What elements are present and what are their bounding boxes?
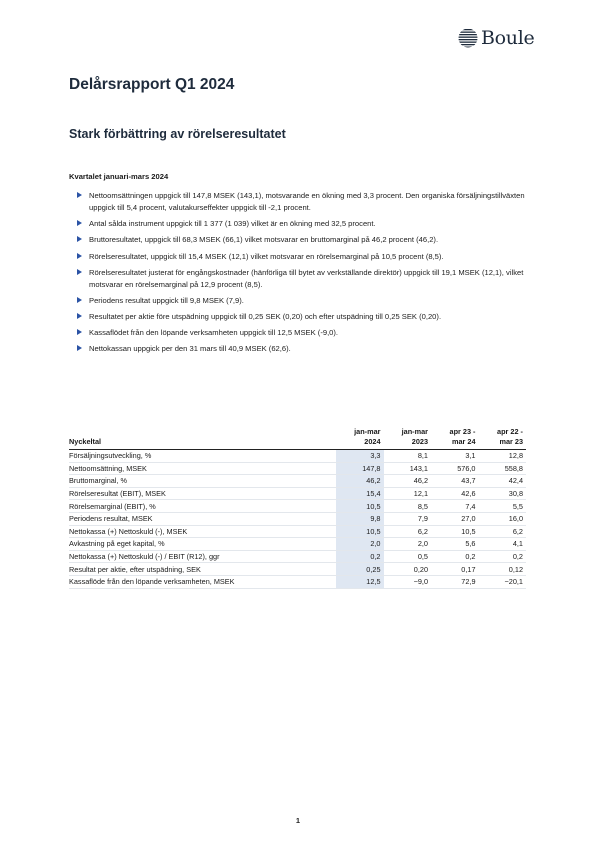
brand-name: Boule (481, 27, 535, 49)
kpi-value-cell: 16,0 (479, 512, 527, 525)
kpi-value-cell: 43,7 (431, 475, 479, 488)
kpi-row (69, 462, 526, 475)
kpi-value-cell: 6,2 (479, 525, 527, 538)
kpi-value-cell: 576,0 (431, 462, 479, 475)
kpi-row-label: Periodens resultat, MSEK (69, 512, 336, 525)
highlight-text: Periodens resultat uppgick till 9,8 MSEK (7,9). (89, 296, 244, 306)
highlight-text: Bruttoresultatet, uppgick till 68,3 MSEK (66,1) vilket motsvarar en bruttomarginal på 46,2 procent (46,2). (89, 235, 439, 245)
highlight-text: Antal sålda instrument uppgick till 1 377 (1 039) vilket är en ökning med 32,5 procent. (89, 219, 376, 229)
kpi-value-cell: 558,8 (479, 462, 527, 475)
highlight-text: Nettoomsättningen uppgick till 147,8 MSEK (143,1), motsvarande en ökning med 3,3 procent. Den organiska försäljningstillväxten uppgick till 5,4 procent, valutakurseffekter uppgick till -2,1 procent. (89, 191, 525, 213)
kpi-col-header: apr 23 - mar 24 (449, 427, 476, 446)
kpi-row (69, 512, 526, 525)
kpi-value-cell: 2,0 (336, 538, 384, 551)
bullet-arrow-icon (77, 269, 82, 275)
kpi-value-cell: 0,5 (384, 550, 432, 563)
kpi-value-cell: 0,17 (431, 563, 479, 576)
highlight-text: Kassaflödet från den löpande verksamheten uppgick till 12,5 MSEK (-9,0). (89, 328, 339, 338)
bullet-arrow-icon (77, 345, 82, 351)
kpi-value-cell: 10,5 (336, 525, 384, 538)
kpi-row (69, 550, 526, 563)
kpi-row-label: Kassaflöde från den löpande verksamheten, MSEK (69, 575, 336, 588)
kpi-row-label: Rörelsemarginal (EBIT), % (69, 500, 336, 513)
highlight-item (77, 327, 529, 339)
kpi-row (69, 450, 526, 463)
kpi-value-cell: 147,8 (336, 462, 384, 475)
kpi-value-cell: 10,5 (336, 500, 384, 513)
kpi-col-header: jan-mar 2023 (401, 427, 428, 446)
highlight-item (77, 218, 529, 230)
bullet-arrow-icon (77, 313, 82, 319)
kpi-row-label: Resultat per aktie, efter utspädning, SEK (69, 563, 336, 576)
kpi-value-cell: 12,8 (479, 450, 527, 463)
kpi-value-cell: 7,9 (384, 512, 432, 525)
kpi-row-label: Nettokassa (+) Nettoskuld (-) / EBIT (R12), ggr (69, 550, 336, 563)
kpi-value-cell: 46,2 (336, 475, 384, 488)
kpi-row (69, 538, 526, 551)
kpi-row (69, 525, 526, 538)
bullet-arrow-icon (77, 329, 82, 335)
kpi-value-cell: 12,1 (384, 487, 432, 500)
kpi-value-cell: 27,0 (431, 512, 479, 525)
highlight-item (77, 190, 529, 215)
highlight-item (77, 343, 529, 355)
kpi-row (69, 575, 526, 588)
kpi-row-label: Nettokassa (+) Nettoskuld (-), MSEK (69, 525, 336, 538)
kpi-row (69, 475, 526, 488)
highlight-text: Rörelseresultatet, uppgick till 15,4 MSEK (12,1) vilket motsvarar en rörelsemarginal på 10,5 procent (8,5). (89, 251, 444, 261)
highlight-item (77, 295, 529, 307)
kpi-value-cell: 10,5 (431, 525, 479, 538)
kpi-table (69, 427, 526, 589)
kpi-row (69, 563, 526, 576)
kpi-value-cell: 0,25 (336, 563, 384, 576)
kpi-value-cell: 8,1 (384, 450, 432, 463)
highlight-text: Nettokassan uppgick per den 31 mars till 40,9 MSEK (62,6). (89, 344, 291, 354)
kpi-value-cell: −20,1 (479, 575, 527, 588)
highlight-text: Resultatet per aktie före utspädning uppgick till 0,25 SEK (0,20) och efter utspädning till 0,25 SEK (0,20). (89, 312, 442, 322)
kpi-col-header: jan-mar 2024 (354, 427, 381, 446)
headline: Stark förbättring av rörelseresultatet (69, 127, 286, 141)
highlight-item (77, 311, 529, 323)
kpi-value-cell: 5,6 (431, 538, 479, 551)
bullet-arrow-icon (77, 253, 82, 259)
bullet-arrow-icon (77, 220, 82, 226)
kpi-value-cell: 3,3 (336, 450, 384, 463)
kpi-row-label: Rörelseresultat (EBIT), MSEK (69, 487, 336, 500)
kpi-value-cell: 9,8 (336, 512, 384, 525)
kpi-row-label: Nettoomsättning, MSEK (69, 462, 336, 475)
kpi-value-cell: 4,1 (479, 538, 527, 551)
bullet-arrow-icon (77, 236, 82, 242)
kpi-value-cell: 42,6 (431, 487, 479, 500)
kpi-value-cell: 2,0 (384, 538, 432, 551)
kpi-header-label: Nyckeltal (69, 437, 102, 446)
kpi-row-label: Försäljningsutveckling, % (69, 450, 336, 463)
kpi-value-cell: 12,5 (336, 575, 384, 588)
kpi-header-row (69, 427, 526, 450)
bullet-arrow-icon (77, 192, 82, 198)
kpi-value-cell: 143,1 (384, 462, 432, 475)
striped-globe-icon (458, 28, 478, 48)
brand-logo (458, 27, 534, 49)
page-number: 1 (295, 816, 301, 825)
section-label: Kvartalet januari-mars 2024 (69, 172, 169, 181)
kpi-value-cell: 0,2 (431, 550, 479, 563)
kpi-value-cell: 6,2 (384, 525, 432, 538)
kpi-value-cell: 0,2 (336, 550, 384, 563)
kpi-col-header: apr 22 - mar 23 (497, 427, 523, 446)
kpi-value-cell: 0,12 (479, 563, 527, 576)
kpi-value-cell: 0,20 (384, 563, 432, 576)
kpi-row-label: Bruttomarginal, % (69, 475, 336, 488)
kpi-row (69, 487, 526, 500)
highlight-item (77, 267, 529, 292)
kpi-row-label: Avkastning på eget kapital, % (69, 538, 336, 551)
highlight-item (77, 234, 529, 246)
kpi-value-cell: 72,9 (431, 575, 479, 588)
kpi-value-cell: 5,5 (479, 500, 527, 513)
kpi-value-cell: 46,2 (384, 475, 432, 488)
kpi-value-cell: 8,5 (384, 500, 432, 513)
kpi-value-cell: −9,0 (384, 575, 432, 588)
kpi-value-cell: 15,4 (336, 487, 384, 500)
bullet-arrow-icon (77, 297, 82, 303)
highlight-item (77, 251, 529, 263)
kpi-value-cell: 42,4 (479, 475, 527, 488)
highlight-text: Rörelseresultatet justerat för engångskostnader (hänförliga till bytet av verkställande direktör) uppgick till 19,1 MSEK (12,1), vilket motsvarar en rörelsemarginal på 12,9 procent (8,5). (89, 267, 524, 289)
kpi-value-cell: 3,1 (431, 450, 479, 463)
report-title: Delårsrapport Q1 2024 (69, 76, 235, 93)
kpi-row (69, 500, 526, 513)
highlights-list (77, 190, 529, 359)
kpi-value-cell: 7,4 (431, 500, 479, 513)
kpi-value-cell: 0,2 (479, 550, 527, 563)
kpi-value-cell: 30,8 (479, 487, 527, 500)
